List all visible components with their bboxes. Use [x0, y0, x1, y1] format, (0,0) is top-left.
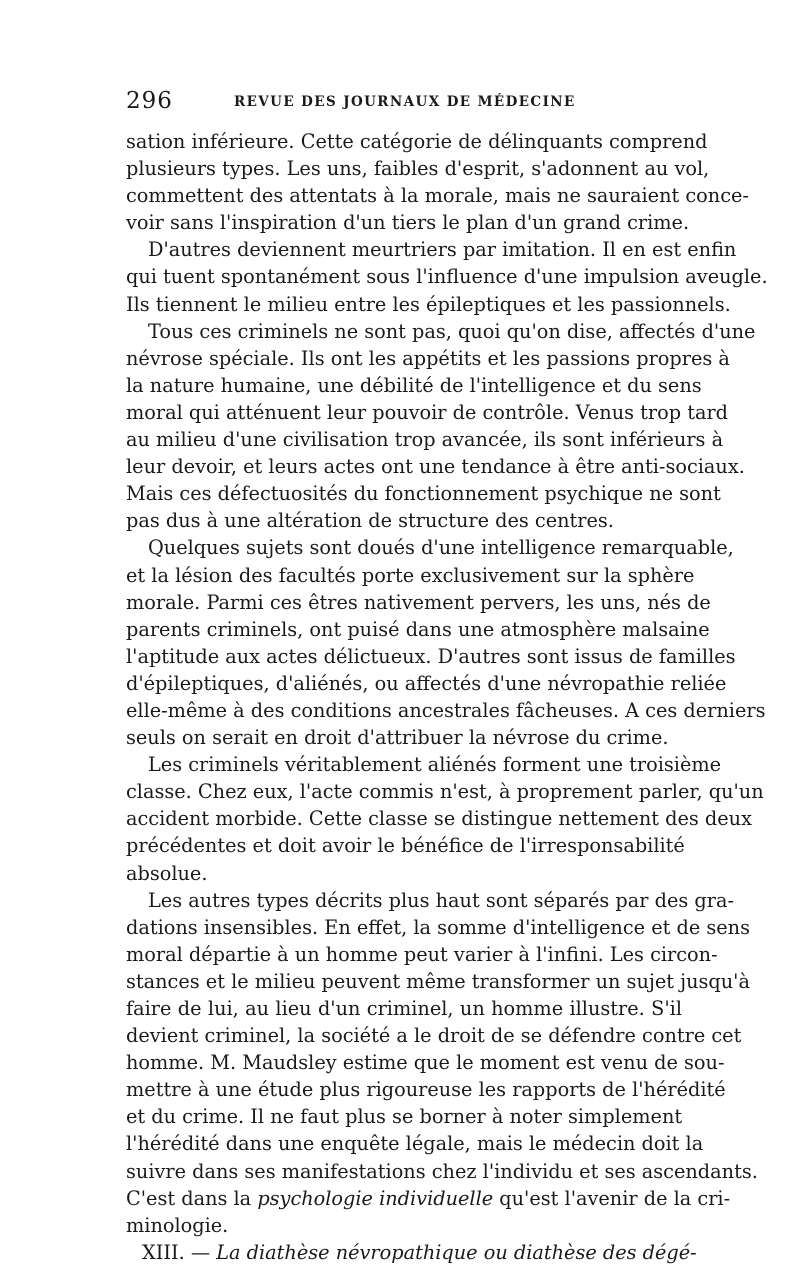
text-line: mettre à une étude plus rigoureuse les rapports de l'hérédité — [126, 1078, 726, 1102]
text-line: accident morbide. Cette classe se distingue nettement des deux — [126, 807, 752, 831]
text-line: classe. Chez eux, l'acte commis n'est, à proprement parler, qu'un — [126, 780, 764, 804]
text-line: homme. M. Maudsley estime que le moment est venu de sou- — [126, 1051, 725, 1075]
page-number: 296 — [126, 88, 173, 114]
section-heading-line — [126, 1239, 697, 1266]
text-line: Quelques sujets sont doués d'une intelligence remarquable, — [148, 536, 734, 560]
text-line: l'hérédité dans une enquête légale, mais le médecin doit la — [126, 1132, 704, 1156]
text-line: suivre dans ses manifestations chez l'individu et ses ascendants. — [126, 1159, 758, 1183]
text-line: Ils tiennent le milieu entre les épileptiques et les passionnels. — [126, 292, 731, 316]
text-line: Mais ces défectuosités du fonctionnement psychique ne sont — [126, 482, 721, 506]
text-line: sation inférieure. Cette catégorie de délinquants comprend — [126, 130, 708, 153]
text-line: elle-même à des conditions ancestrales fâcheuses. A ces derniers — [126, 698, 766, 722]
running-head: REVUE DES JOURNAUX DE MÉDECINE — [234, 94, 576, 110]
text-line: plusieurs types. Les uns, faibles d'esprit, s'adonnent au vol, — [126, 157, 710, 181]
text-line: morale. Parmi ces êtres nativement pervers, les uns, nés de — [126, 590, 711, 614]
text-line: pas dus à une altération de structure des centres. — [126, 509, 614, 533]
text-line: absolue. — [126, 861, 208, 885]
text-line: d'épileptiques, d'aliénés, ou affectés d'une névropathie reliée — [126, 671, 727, 695]
italic-text: La diathèse névropathique ou diathèse des dégé- — [216, 1240, 697, 1264]
text-line: stances et le milieu peuvent même transformer un sujet jusqu'à — [126, 969, 750, 993]
text-line: l'aptitude aux actes délictueux. D'autres sont issus de familles — [126, 644, 736, 668]
text-line: devient criminel, la société a le droit de se défendre contre cet — [126, 1024, 742, 1048]
text-line: moral qui atténuent leur pouvoir de contrôle. Venus trop tard — [126, 400, 729, 424]
text-line: au milieu d'une civilisation trop avancée, ils sont inférieurs à — [126, 428, 724, 452]
text-line: qui tuent spontanément sous l'influence d'une impulsion aveugle. — [126, 265, 768, 289]
body-text — [126, 128, 768, 1266]
text-line: parents criminels, ont puisé dans une atmosphère malsaine — [126, 617, 710, 641]
italic-text: psychologie individuelle — [257, 1186, 494, 1210]
text-line: D'autres deviennent meurtriers par imitation. Il en est enfin — [148, 238, 737, 262]
page-header — [126, 88, 682, 118]
text-line: leur devoir, et leurs actes ont une tendance à être anti-sociaux. — [126, 455, 745, 479]
text-line: minologie. — [126, 1213, 229, 1237]
text-line: Les autres types décrits plus haut sont séparés par des gra- — [148, 888, 734, 912]
text-line: faire de lui, au lieu d'un criminel, un homme illustre. S'il — [126, 997, 682, 1020]
text-fragment: qu'est l'avenir de la cri- — [493, 1186, 731, 1210]
text-line — [126, 1185, 731, 1212]
text-line: précédentes et doit avoir le bénéfice de l'irresponsabilité — [126, 834, 685, 858]
text-line: et la lésion des facultés porte exclusivement sur la sphère — [126, 563, 695, 587]
text-line: et du crime. Il ne faut plus se borner à noter simplement — [126, 1105, 683, 1129]
text-fragment: C'est dans la — [126, 1186, 258, 1210]
text-line: commettent des attentats à la morale, mais ne sauraient conce- — [126, 184, 749, 208]
text-line: moral départie à un homme peut varier à l'infini. Les circon- — [126, 942, 718, 966]
text-line: voir sans l'inspiration d'un tiers le plan d'un grand crime. — [126, 211, 690, 235]
text-line: la nature humaine, une débilité de l'intelligence et du sens — [126, 373, 702, 397]
text-line: Tous ces criminels ne sont pas, quoi qu'on dise, affectés d'une — [148, 319, 756, 343]
text-line: dations insensibles. En effet, la somme d'intelligence et de sens — [126, 915, 750, 939]
text-line: Les criminels véritablement aliénés forment une troisième — [148, 753, 722, 777]
text-line: seuls on serait en droit d'attribuer la névrose du crime. — [126, 726, 669, 750]
text-line: névrose spéciale. Ils ont les appétits et les passions propres à — [126, 346, 730, 370]
text-fragment: XIII. — — [142, 1240, 217, 1264]
